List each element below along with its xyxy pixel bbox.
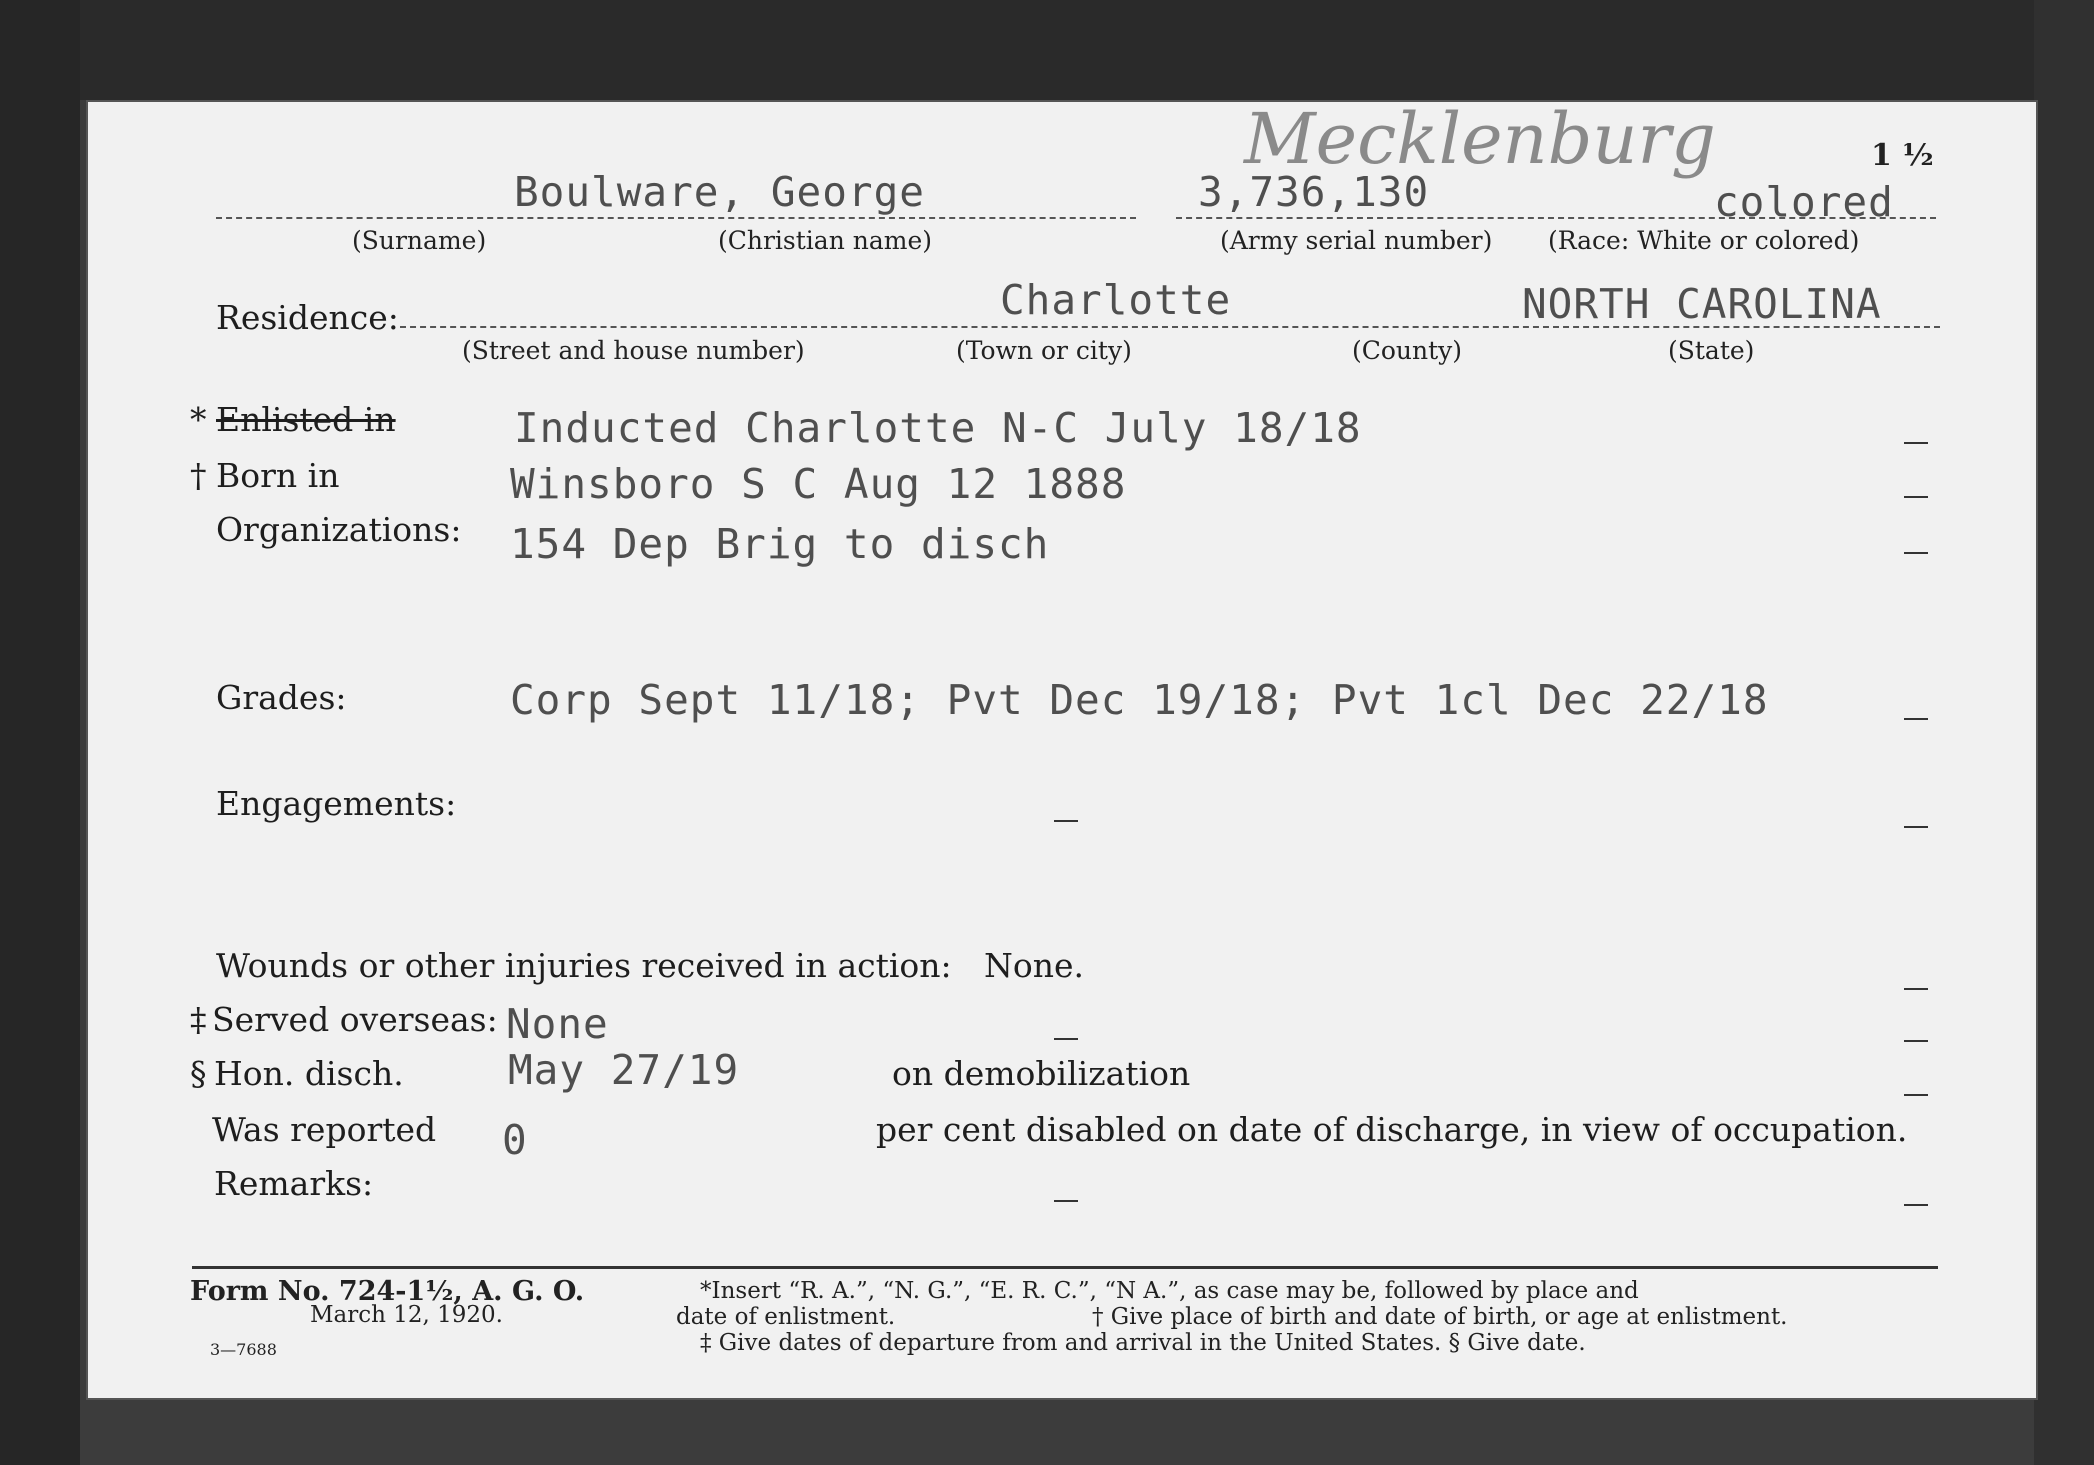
state-caption: (State) bbox=[1668, 336, 1755, 365]
discharge-value: May 27/19 bbox=[508, 1046, 740, 1094]
enlisted-marker: * bbox=[190, 400, 207, 439]
engagements-label: Engagements: bbox=[216, 784, 457, 823]
discharge-blank-mark bbox=[1904, 1094, 1928, 1096]
surname-caption: (Surname) bbox=[352, 226, 487, 255]
overseas-label: Served overseas: bbox=[212, 1000, 498, 1039]
form-number: Form No. 724-1½, A. G. O. bbox=[190, 1276, 585, 1307]
town-caption: (Town or city) bbox=[956, 336, 1132, 365]
overseas-blank-mark bbox=[1054, 1038, 1078, 1040]
scan-background-left bbox=[0, 0, 80, 1465]
serial-number-value: 3,736,130 bbox=[1198, 168, 1430, 216]
race-value: colored bbox=[1714, 178, 1894, 226]
engagements-blank-mark bbox=[1054, 820, 1078, 822]
name-rule bbox=[216, 217, 1136, 219]
discharge-note: on demobilization bbox=[892, 1054, 1191, 1093]
wounds-blank-mark bbox=[1904, 988, 1928, 990]
enlisted-label: Enlisted in bbox=[216, 400, 396, 439]
reported-label: Was reported bbox=[212, 1110, 437, 1149]
county-handwritten: Mecklenburg bbox=[1244, 98, 1716, 180]
scan-background-top bbox=[0, 0, 2094, 100]
remarks-blank-mark-right bbox=[1904, 1204, 1928, 1206]
residence-label: Residence: bbox=[216, 298, 399, 337]
enlisted-value: Inducted Charlotte N-C July 18/18 bbox=[514, 404, 1362, 452]
residence-town-value: Charlotte bbox=[1000, 276, 1232, 324]
footer-rule bbox=[192, 1266, 1938, 1269]
wounds-value: None. bbox=[984, 946, 1085, 985]
footer-note-2a: date of enlistment. bbox=[676, 1304, 896, 1330]
scan-background-right bbox=[2034, 0, 2094, 1465]
street-caption: (Street and house number) bbox=[462, 336, 805, 365]
residence-state-value: NORTH CAROLINA bbox=[1522, 280, 1882, 328]
organizations-label: Organizations: bbox=[216, 510, 462, 549]
grades-blank-mark bbox=[1904, 718, 1928, 720]
enlisted-blank-mark bbox=[1904, 442, 1928, 444]
organizations-blank-mark bbox=[1904, 552, 1928, 554]
overseas-value: None bbox=[506, 1000, 609, 1048]
service-record-card bbox=[86, 100, 2038, 1400]
reported-value: 0 bbox=[502, 1116, 528, 1164]
name-value: Boulware, George bbox=[514, 168, 925, 216]
born-value: Winsboro S C Aug 12 1888 bbox=[510, 460, 1127, 508]
grades-label: Grades: bbox=[216, 678, 347, 717]
footer-note-1: *Insert “R. A.”, “N. G.”, “E. R. C.”, “N A.”, as case may be, followed by place and bbox=[700, 1278, 1639, 1304]
christian-name-caption: (Christian name) bbox=[718, 226, 933, 255]
born-blank-mark bbox=[1904, 496, 1928, 498]
engagements-blank-mark-right bbox=[1904, 826, 1928, 828]
overseas-blank-mark-right bbox=[1904, 1040, 1928, 1042]
card-number: 1 ½ bbox=[1871, 138, 1934, 173]
footer-note-3: ‡ Give dates of departure from and arrival in the United States. § Give date. bbox=[700, 1330, 1586, 1356]
grades-value: Corp Sept 11/18; Pvt Dec 19/18; Pvt 1cl Dec 22/18 bbox=[510, 676, 1769, 724]
print-code: 3—7688 bbox=[210, 1340, 277, 1359]
discharge-label: Hon. disch. bbox=[214, 1054, 404, 1093]
form-date: March 12, 1920. bbox=[310, 1302, 503, 1328]
remarks-blank-mark bbox=[1054, 1200, 1078, 1202]
discharge-marker: § bbox=[190, 1054, 207, 1093]
wounds-label: Wounds or other injuries received in action: bbox=[216, 946, 952, 985]
born-marker: † bbox=[190, 456, 207, 495]
reported-note: per cent disabled on date of discharge, in view of occupation. bbox=[876, 1110, 1908, 1149]
born-label: Born in bbox=[216, 456, 340, 495]
remarks-label: Remarks: bbox=[214, 1164, 374, 1203]
county-caption: (County) bbox=[1352, 336, 1463, 365]
race-caption: (Race: White or colored) bbox=[1548, 226, 1860, 255]
overseas-marker: ‡ bbox=[190, 1000, 207, 1039]
organizations-value: 154 Dep Brig to disch bbox=[510, 520, 1050, 568]
serial-caption: (Army serial number) bbox=[1220, 226, 1493, 255]
footer-note-2b: † Give place of birth and date of birth, or age at enlistment. bbox=[1092, 1304, 1788, 1330]
